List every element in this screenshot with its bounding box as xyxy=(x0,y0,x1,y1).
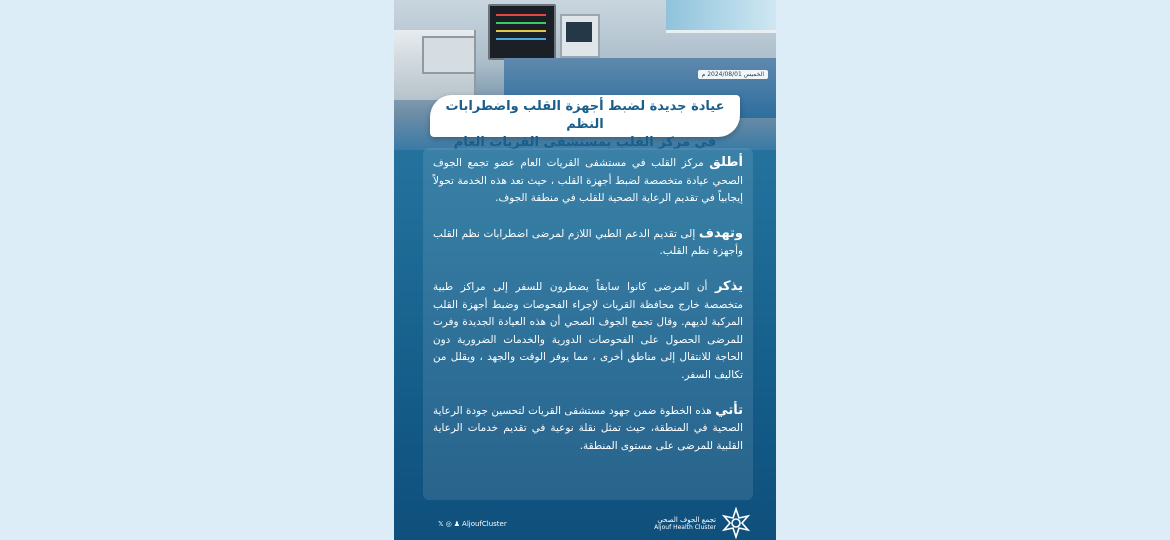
star-logo-icon xyxy=(720,507,752,539)
snapchat-icon: ♟ xyxy=(453,520,461,528)
post-date: الخميس 2024/08/01 م xyxy=(698,70,768,79)
logo-english-name: Aljouf Health Cluster xyxy=(654,523,716,531)
instagram-icon: ◎ xyxy=(445,520,452,528)
paragraph xyxy=(433,402,743,456)
heart-monitor-image xyxy=(488,4,556,60)
paragraph-text: هذه الخطوة ضمن جهود مستشفى القريات لتحسين جودة الرعاية الصحية في المنطقة، حيث تمثل نقلة نوعية في تقديم خدمات الرعاية القلبية للمرضى على مستوى المنطقة. xyxy=(433,404,743,452)
article-body xyxy=(423,148,753,500)
cluster-logo xyxy=(654,507,752,539)
logo-arabic-name: تجمع الجوف الصحي xyxy=(657,515,716,524)
paragraph xyxy=(433,225,743,261)
paragraph-text: مركز القلب في مستشفى القريات العام عضو تجمع الجوف الصحي عيادة متخصصة لضبط أجهزة القلب ، حيث تعد هذه الخدمة تحولاً إيجابياً في تقديم الرعاية الصحية للقلب في منطقة الجوف. xyxy=(433,157,743,205)
poster-footer xyxy=(394,505,776,540)
logo-text xyxy=(654,516,716,531)
news-poster xyxy=(394,0,776,540)
social-handle xyxy=(438,520,507,528)
paragraph-lead-word: أطلق xyxy=(709,155,743,170)
secondary-monitor-image xyxy=(560,14,600,58)
paragraph-lead-word: وتهدف xyxy=(698,225,743,241)
headline-line-2: في مركز القلب بمستشفى القريات العام xyxy=(453,135,717,150)
medical-device-image xyxy=(422,36,476,74)
headline-line-1: عيادة جديدة لضبط أجهزة القلب واضطرابات النظم xyxy=(445,99,725,132)
headline-box xyxy=(430,95,740,150)
paragraph xyxy=(433,154,743,208)
social-handle-text: AljoufCluster xyxy=(462,520,507,528)
window-image xyxy=(666,0,776,33)
paragraph-lead-word: تأتي xyxy=(715,402,743,418)
paragraph xyxy=(433,278,743,385)
paragraph-text: إلى تقديم الدعم الطبي اللازم لمرضى اضطرابات نظم القلب وأجهزة نظم القلب. xyxy=(433,227,743,258)
paragraph-text: أن المرضى كانوا سابقاً يضطرون للسفر إلى مراكز طبية متخصصة خارج محافظة القريات لإجراء الفحوصات وضبط أجهزة القلب المركبة لديهم. وقال تجمع الجوف الصحي أن هذه العيادة الجديدة وفرت للمرضى الحصول على الفحوصات الدورية والخدمات الضرورية دون الحاجة للانتقال إلى مناطق أخرى ، مما يوفر الوقت والجهد ، ويقلل من تكاليف السفر. xyxy=(433,280,743,381)
x-icon: 𝕏 xyxy=(438,520,444,528)
paragraph-lead-word: يذكر xyxy=(714,278,743,294)
